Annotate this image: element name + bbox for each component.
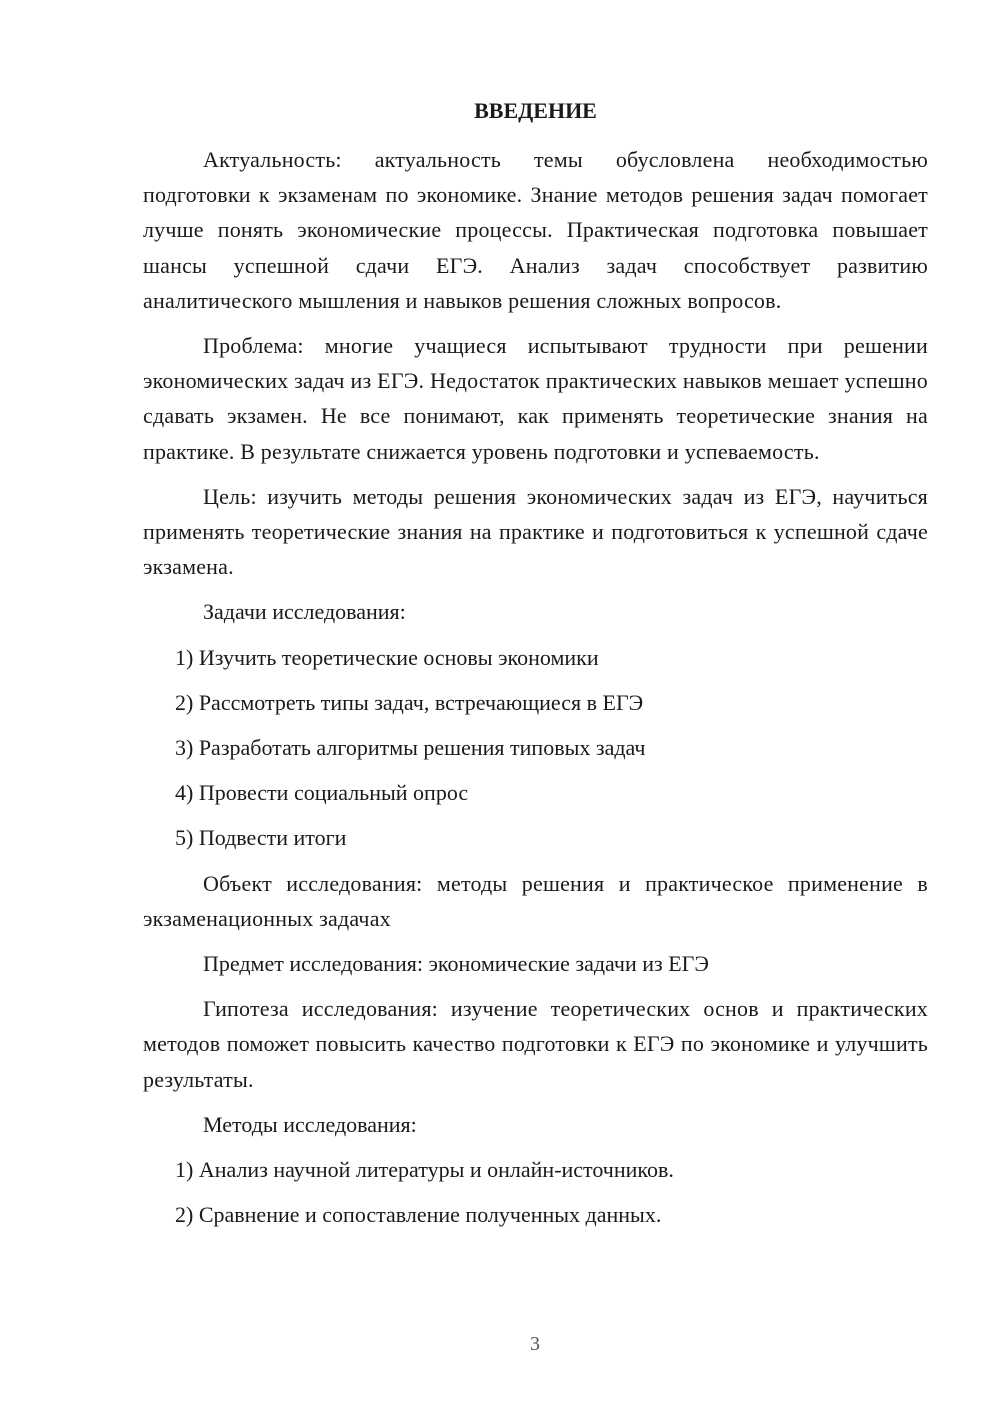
task-item: 1) Изучить теоретические основы экономики — [175, 644, 599, 670]
tasks-heading: Задачи исследования: — [203, 599, 406, 625]
paragraph-relevance: Актуальность: актуальность темы обусловлена необходимостью подготовки к экзаменам по экономике. Знание методов решения задач помогает лучше понять экономические процессы. Практическая подготовка повышает шансы успешной сдачи ЕГЭ. Анализ задач способствует развитию аналитического мышления и навыков решения сложных вопросов. — [143, 147, 928, 313]
paragraph-object: Объект исследования: методы решения и практическое применение в экзаменационных задачах — [143, 870, 928, 931]
task-item: 4) Провести социальный опрос — [175, 780, 469, 806]
paragraph-subject: Предмет исследования: экономические задачи из ЕГЭ — [203, 951, 709, 977]
paragraph-hypothesis: Гипотеза исследования: изучение теоретических основ и практических методов поможет повысить качество подготовки к ЕГЭ по экономике и улучшить результаты. — [143, 996, 928, 1092]
paragraph-problem: Проблема: многие учащиеся испытывают трудности при решении экономических задач из ЕГЭ. Недостаток практических навыков мешает успешно сдавать экзамен. Не все понимают, как применять теоретические знания на практике. В результате снижается уровень подготовки и успеваемость. — [143, 333, 928, 464]
task-item: 5) Подвести итоги — [175, 825, 347, 851]
paragraph-goal: Цель: изучить методы решения экономических задач из ЕГЭ, научиться применять теоретические знания на практике и подготовиться к успешной сдаче экзамена. — [143, 483, 928, 580]
section-title: ВВЕДЕНИЕ — [474, 98, 597, 123]
document-body — [143, 96, 928, 1242]
page-number: 3 — [530, 1333, 540, 1355]
task-item: 3) Разработать алгоритмы решения типовых задач — [175, 735, 646, 761]
method-item: 2) Сравнение и сопоставление полученных данных. — [175, 1202, 662, 1228]
methods-heading: Методы исследования: — [203, 1111, 417, 1137]
task-item: 2) Рассмотреть типы задач, встречающиеся в ЕГЭ — [175, 689, 644, 715]
method-item: 1) Анализ научной литературы и онлайн-источников. — [175, 1157, 674, 1183]
